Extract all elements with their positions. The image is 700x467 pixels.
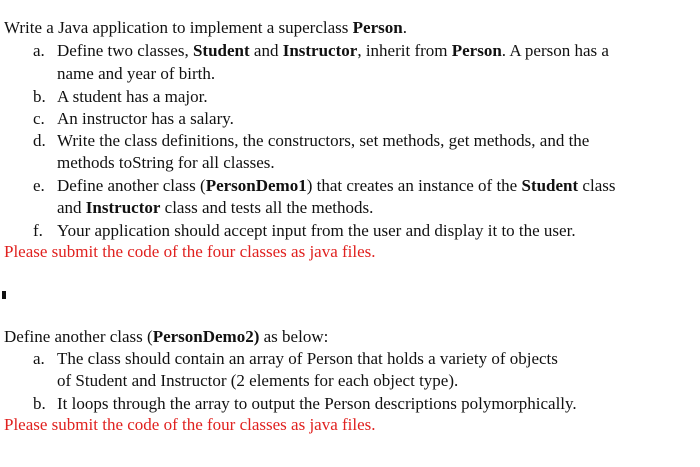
- part1-item-a: a. Define two classes, Student and Instructor, inherit from Person. A person has a: [33, 41, 609, 60]
- item-marker: a.: [33, 349, 45, 368]
- part2-submit-note: Please submit the code of the four classes as java files.: [4, 415, 376, 434]
- part1-item-c: c. An instructor has a salary.: [33, 109, 234, 128]
- part1-item-e: e. Define another class (PersonDemo1) that creates an instance of the Student class: [33, 176, 616, 195]
- part1-item-e-continued: and Instructor class and tests all the methods.: [57, 198, 374, 217]
- part2-intro: Define another class (PersonDemo2) as below:: [4, 327, 329, 346]
- part1-item-f: f. Your application should accept input from the user and display it to the user.: [33, 221, 576, 240]
- item-marker: a.: [33, 41, 45, 60]
- item-marker: b.: [33, 87, 46, 106]
- part1-item-b: b. A student has a major.: [33, 87, 208, 106]
- part2-item-b: b. It loops through the array to output the Person descriptions polymorphically.: [33, 394, 577, 413]
- part2-item-a: a. The class should contain an array of Person that holds a variety of objects: [33, 349, 558, 368]
- item-marker: d.: [33, 131, 46, 150]
- part1-item-a-continued: name and year of birth.: [57, 64, 216, 83]
- item-marker: e.: [33, 176, 45, 195]
- part1-item-d-continued: methods toString for all classes.: [57, 153, 275, 172]
- part1-intro: Write a Java application to implement a superclass Person.: [4, 18, 407, 37]
- part1-item-d: d. Write the class definitions, the constructors, set methods, get methods, and the: [33, 131, 590, 150]
- part2-item-a-continued: of Student and Instructor (2 elements for each object type).: [57, 371, 459, 390]
- left-edge-mark: [2, 291, 6, 299]
- item-marker: c.: [33, 109, 45, 128]
- item-marker: f.: [33, 221, 43, 240]
- item-marker: b.: [33, 394, 46, 413]
- part1-submit-note: Please submit the code of the four classes as java files.: [4, 242, 376, 261]
